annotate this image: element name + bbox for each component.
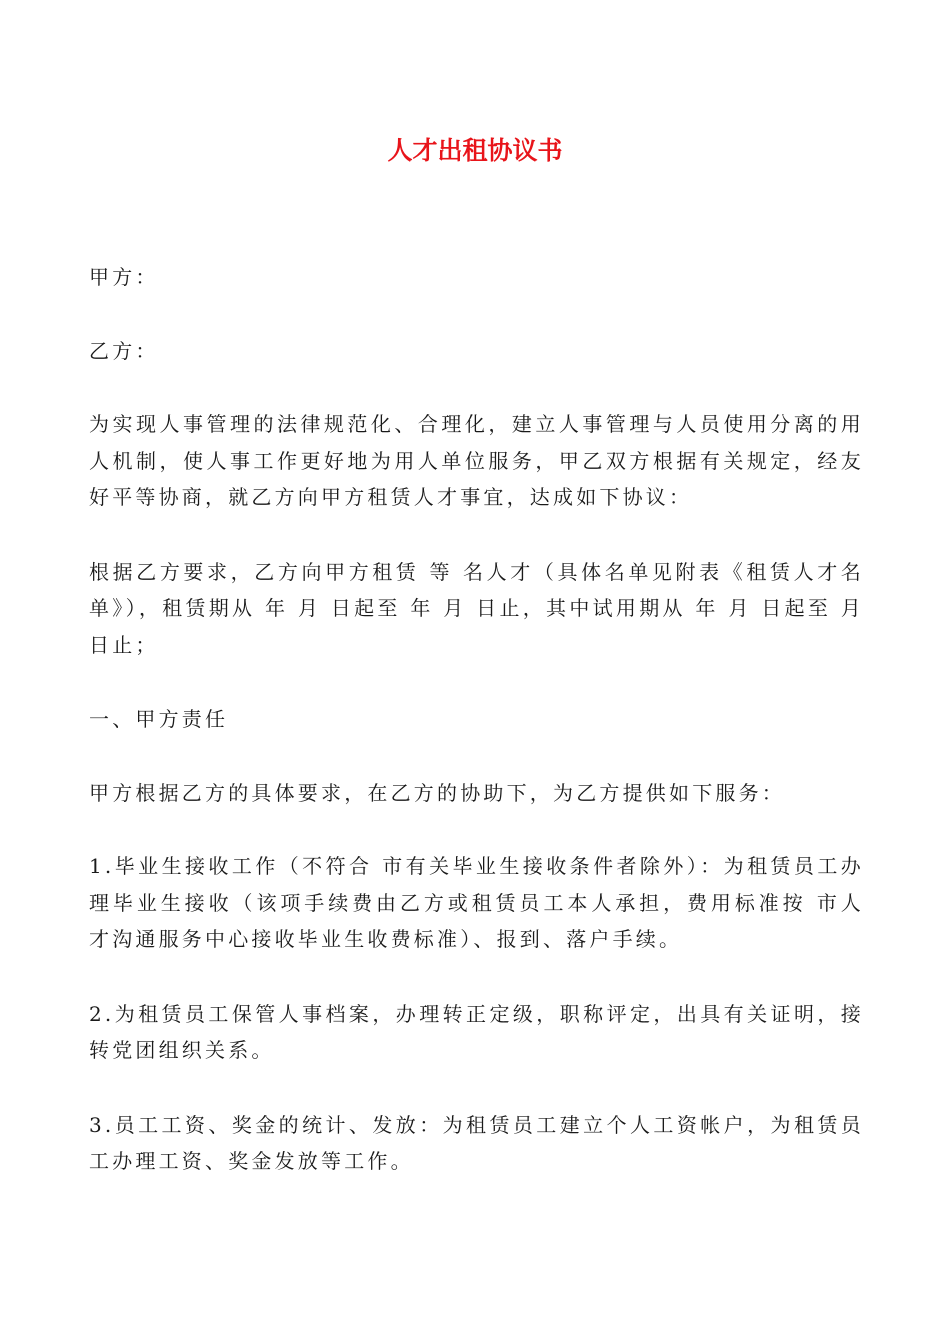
- clause-2-paragraph: 2.为租赁员工保管人事档案，办理转正定级，职称评定，出具有关证明，接转党团组织关系。: [89, 1001, 864, 1062]
- lease-terms-paragraph: 根据乙方要求，乙方向甲方租赁 等 名人才（具体名单见附表《租赁人才名单》），租赁期从 年 月 日起至 年 月 日止，其中试用期从 年 月 日起至 月 日止；: [89, 559, 864, 657]
- party-b-line: 乙方：: [89, 338, 159, 363]
- document-title: 人才出租协议书: [387, 136, 563, 165]
- document-body: [89, 259, 864, 1180]
- party-a-line: 甲方：: [89, 265, 159, 289]
- preamble-paragraph: 为实现人事管理的法律规范化、合理化，建立人事管理与人员使用分离的用人机制，使人事工作更好地为用人单位服务，甲乙双方根据有关规定，经友好平等协商，就乙方向甲方租赁人才事宜，达成如下协议：: [89, 412, 864, 509]
- section-heading-party-a: 一、甲方责任: [89, 707, 229, 731]
- clause-1-paragraph: 1.毕业生接收工作（不符合 市有关毕业生接收条件者除外）：为租赁员工办理毕业生接收（该项手续费由乙方或租赁员工本人承担，费用标准按 市人才沟通服务中心接收毕业生收费标准）、报到、落户手续。: [89, 854, 864, 951]
- clause-3-paragraph: 3.员工工资、奖金的统计、发放：为租赁员工建立个人工资帐户，为租赁员工办理工资、奖金发放等工作。: [89, 1112, 864, 1173]
- party-a-intro-paragraph: 甲方根据乙方的具体要求，在乙方的协助下，为乙方提供如下服务：: [89, 780, 785, 805]
